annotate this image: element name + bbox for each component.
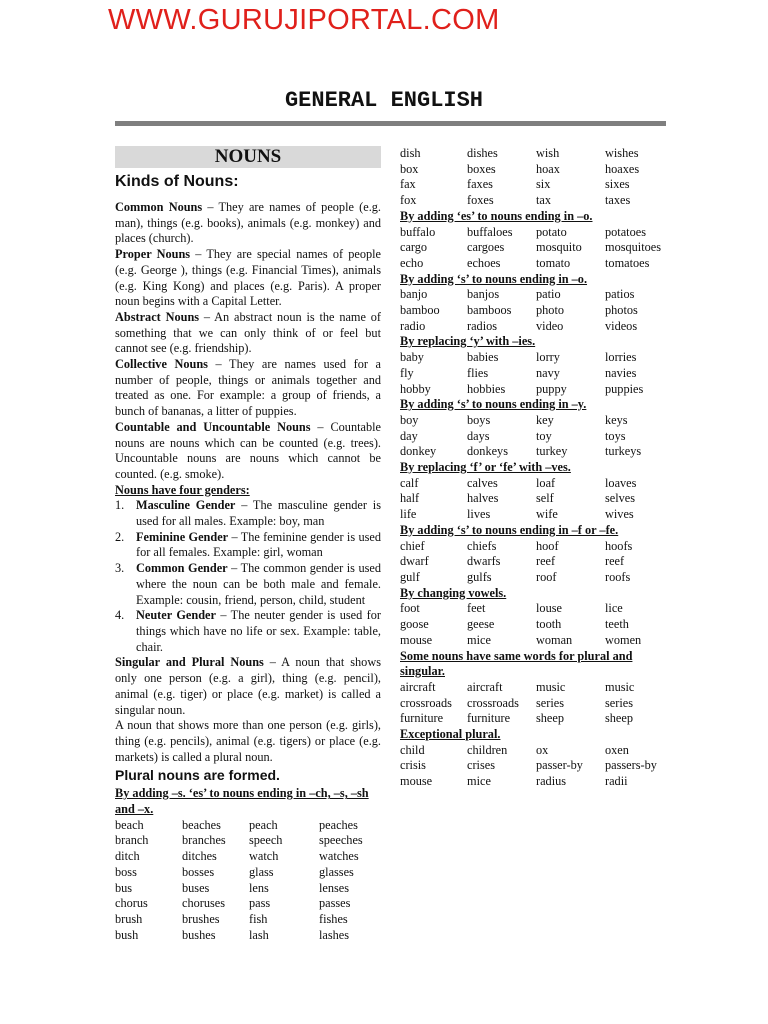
table-cell: series [605,695,633,710]
gender-text: – The masculine gender is used for all males. Example: boy, man [136,498,381,529]
table-cell: glass [249,864,274,879]
gender-item [115,561,381,608]
table-cell: boxes [467,161,496,176]
table-cell: beaches [182,817,221,832]
plural-word-table [400,680,668,727]
table-cell: toy [536,428,552,443]
table-cell: selves [605,491,636,506]
table-cell: chief [400,538,425,553]
table-cell: baby [400,350,424,365]
table-cell: lives [467,507,491,522]
table-cell: patios [605,287,635,302]
table-row [115,928,381,944]
table-row [400,539,668,555]
genders-list [115,498,381,655]
table-row [400,429,668,445]
table-cell: reef [536,554,556,569]
table-row [400,225,668,241]
table-row [400,476,668,492]
table-cell: dish [400,146,421,160]
table-cell: photos [605,303,638,318]
table-cell: tomato [536,255,571,270]
table-cell: toys [605,428,626,443]
table-row [115,865,381,881]
table-cell: potato [536,224,567,239]
table-cell: flies [467,365,489,380]
table-cell: roofs [605,569,631,584]
table-cell: boy [400,412,419,427]
table-cell: loaves [605,475,637,490]
plural-word-table [400,225,668,272]
gender-term: Neuter Gender [136,608,216,623]
gender-text: – The common gender is used where the noun can be both male and female. Example: cousin, friend, person, child, student [136,561,381,607]
table-cell: navies [605,365,637,380]
table-cell: dwarfs [467,554,501,569]
table-cell: buffalo [400,224,436,239]
table-cell: taxes [605,193,631,208]
table-cell: music [605,679,635,694]
table-cell: roof [536,569,557,584]
table-cell: mosquitoes [605,240,662,255]
table-cell: cargo [400,240,428,255]
table-cell: lorry [536,350,560,365]
table-cell: buffaloes [467,224,513,239]
plural-word-table [400,287,668,334]
rule-heading: Some nouns have same words for plural and singular. [400,648,633,679]
table-cell: bamboos [467,303,512,318]
table-cell: aircraft [400,679,436,694]
table-cell: photo [536,303,565,318]
table-cell: half [400,491,420,506]
table-cell: hobbies [467,381,506,396]
table-cell: radius [536,774,567,789]
table-cell: lens [249,880,269,895]
table-cell: fax [400,177,416,192]
table-cell: tomatoes [605,255,650,270]
table-cell: lash [249,927,269,942]
plural-word-table [400,539,668,586]
table-row [400,146,668,162]
table-row [115,833,381,849]
table-cell: calves [467,475,498,490]
table-cell: child [400,742,425,757]
table-cell: branch [115,833,149,848]
gender-item [115,530,381,561]
table-cell: hoaxes [605,161,640,176]
table-cell: hoax [536,161,560,176]
table-cell: glasses [319,864,354,879]
table-cell: chorus [115,896,148,911]
table-row [400,758,668,774]
rule-heading: By replacing ‘y’ with –ies. [400,334,536,349]
table-row [400,177,668,193]
rule-heading: By adding ‘s’ to nouns ending in –f or –fe. [400,522,619,537]
rule-heading: By adding –s. ‘es’ to nouns ending in –ch, –s, –sh and –x. [115,786,369,817]
table-cell: mice [467,774,491,789]
table-cell: ditch [115,849,140,864]
gender-text: – The feminine gender is used for all females. Example: girl, woman [136,529,381,560]
table-row [400,413,668,429]
table-cell: peach [249,817,278,832]
table-cell: patio [536,287,561,302]
table-cell: feet [467,601,486,616]
table-cell: crises [467,758,495,773]
table-cell: turkey [536,444,568,459]
table-cell: dishes [467,146,498,160]
table-cell: branches [182,833,226,848]
table-cell: foot [400,601,420,616]
definition-text: – They are names of people (e.g. man), things (e.g. books), animals (e.g. monkey) and places (church). [115,200,381,246]
rule-heading: By changing vowels. [400,585,507,600]
definition-abstract-nouns [115,310,381,357]
table-cell: box [400,161,419,176]
table-cell: bus [115,880,133,895]
definition-term: Collective Nouns [115,357,208,372]
table-cell: radio [400,318,426,333]
table-cell: dwarf [400,554,429,569]
definition-term: Proper Nouns [115,247,191,262]
table-cell: bamboo [400,303,440,318]
rule-heading: Exceptional plural. [400,727,501,742]
table-cell: echoes [467,255,501,270]
table-cell: hoofs [605,538,633,553]
table-cell: turkeys [605,444,642,459]
table-row [400,680,668,696]
table-row [400,774,668,790]
table-cell: brush [115,911,143,926]
table-row [400,617,668,633]
table-cell: echo [400,255,424,270]
table-cell: woman [536,632,573,647]
table-cell: passes [319,896,351,911]
table-cell: radii [605,774,628,789]
table-row [400,366,668,382]
table-cell: gulfs [467,569,492,584]
section-title: NOUNS [115,146,381,168]
table-cell: gulf [400,569,420,584]
table-cell: boys [467,412,491,427]
table-cell: cargoes [467,240,505,255]
plural-definition: A noun that shows more than one person (e.g. girls), thing (e.g. pencils), animal (e.g. tigers) or place (e.g. markets) is called a plural noun. [115,718,381,764]
table-row [400,696,668,712]
rule-heading: By replacing ‘f’ or ‘fe’ with –ves. [400,460,571,475]
table-row [400,193,668,209]
table-cell: bushes [182,927,216,942]
table-cell: chiefs [467,538,497,553]
table-cell: days [467,428,490,443]
table-cell: aircraft [467,679,503,694]
table-cell: lashes [319,927,350,942]
table-cell: teeth [605,617,629,632]
table-row [400,601,668,617]
table-cell: crossroads [400,695,452,710]
table-cell: mouse [400,632,433,647]
table-row [400,711,668,727]
table-cell: tooth [536,617,562,632]
website-watermark: WWW.GURUJIPORTAL.COM [108,4,500,36]
table-row [400,633,668,649]
table-cell: fish [249,911,268,926]
table-row [400,162,668,178]
table-cell: fly [400,365,414,380]
table-cell: keys [605,412,628,427]
definition-term: Singular and Plural Nouns [115,655,264,670]
table-cell: tax [536,193,552,208]
gender-term: Masculine Gender [136,498,236,513]
list-number: 2. [115,529,125,544]
right-column [400,146,668,790]
table-cell: lenses [319,880,350,895]
table-cell: passers-by [605,758,657,773]
table-cell: self [536,491,554,506]
table-cell: series [536,695,564,710]
table-cell: lorries [605,350,637,365]
table-cell: faxes [467,177,493,192]
definition-collective-nouns [115,357,381,420]
table-cell: wives [605,507,634,522]
table-cell: bosses [182,864,215,879]
table-row [400,256,668,272]
table-cell: mice [467,632,491,647]
table-cell: women [605,632,642,647]
table-cell: video [536,318,564,333]
table-cell: brushes [182,911,220,926]
table-cell: wish [536,146,560,160]
table-cell: choruses [182,896,226,911]
definition-countable-nouns [115,420,381,483]
table-row [115,849,381,865]
table-cell: banjos [467,287,500,302]
gender-item [115,608,381,655]
table-row [400,350,668,366]
table-cell: babies [467,350,499,365]
table-cell: furniture [467,711,511,726]
table-cell: passer-by [536,758,583,773]
table-row [400,444,668,460]
genders-heading: Nouns have four genders: [115,482,250,497]
table-row [400,570,668,586]
table-cell: day [400,428,418,443]
page-title: GENERAL ENGLISH [284,88,484,113]
table-cell: buses [182,880,210,895]
table-cell: beach [115,817,144,832]
plural-word-table [400,350,668,397]
table-cell: sixes [605,177,630,192]
gender-text: – The neuter gender is used for things which have no life or sex. Example: table, chair. [136,608,381,654]
singular-plural-definition [115,655,381,718]
table-cell: radios [467,318,498,333]
rule-heading: By adding ‘s’ to nouns ending in –y. [400,397,587,412]
table-row [115,896,381,912]
table-row [400,491,668,507]
table-cell: bush [115,927,139,942]
table-cell: donkeys [467,444,508,459]
rule-heading: By adding ‘es’ to nouns ending in –o. [400,208,593,223]
table-cell: sheep [536,711,564,726]
table-cell: boss [115,864,137,879]
table-cell: speeches [319,833,363,848]
table-cell: puppies [605,381,644,396]
table-cell: mouse [400,774,433,789]
table-cell: watches [319,849,359,864]
table-row [400,382,668,398]
plural-word-table [115,818,381,944]
table-cell: ditches [182,849,217,864]
table-row [400,287,668,303]
table-cell: speech [249,833,283,848]
table-cell: halves [467,491,499,506]
definition-text: – They are names used for a number of people, things or animals together and treated as one. For example: a group of friends, a bunch of bananas, a litter of puppies. [115,357,381,419]
table-cell: crisis [400,758,426,773]
title-divider [115,121,666,126]
table-cell: loaf [536,475,556,490]
table-cell: children [467,742,508,757]
table-row [400,507,668,523]
plural-word-table [400,476,668,523]
table-row [400,303,668,319]
table-cell: wife [536,507,558,522]
plural-word-table [400,601,668,648]
definition-term: Countable and Uncountable Nouns [115,419,311,434]
plural-word-table [400,413,668,460]
definition-common-nouns [115,200,381,247]
table-cell: foxes [467,193,494,208]
left-column [115,146,381,943]
plural-word-table [400,743,668,790]
definition-text: – They are special names of people (e.g. George ), things (e.g. Financial Times), animals (e.g. King Kong) and places (e.g. Paris). A proper noun begins with a Capital Letter. [115,247,381,309]
table-cell: puppy [536,381,567,396]
table-cell: life [400,507,417,522]
table-cell: music [536,679,566,694]
table-cell: goose [400,617,429,632]
table-cell: louse [536,601,562,616]
table-cell: fox [400,193,417,208]
table-cell: lice [605,601,623,616]
definition-term: Abstract Nouns [115,309,200,324]
table-cell: wishes [605,146,639,160]
table-cell: hoof [536,538,559,553]
definition-term: Common Nouns [115,200,203,214]
definition-text: – Countable nouns are nouns which can be counted (e.g. trees). Uncountable nouns are nouns which cannot be counted. (e.g. smoke). [115,419,381,481]
table-cell: geese [467,617,495,632]
kinds-heading: Kinds of Nouns: [115,173,239,190]
list-number: 1. [115,498,125,513]
table-cell: fishes [319,911,348,926]
table-cell: navy [536,365,560,380]
table-cell: watch [249,849,279,864]
table-row [400,240,668,256]
table-cell: peaches [319,817,358,832]
table-row [400,554,668,570]
table-cell: pass [249,896,271,911]
table-row [115,881,381,897]
table-cell: reef [605,554,625,569]
table-cell: furniture [400,711,444,726]
table-row [115,818,381,834]
table-row [400,743,668,759]
plural-heading: Plural nouns are formed. [115,767,280,784]
plural-word-table [400,146,668,209]
table-cell: six [536,177,551,192]
table-row [115,912,381,928]
list-number: 3. [115,561,125,576]
gender-item [115,498,381,529]
table-cell: hobby [400,381,431,396]
table-cell: mosquito [536,240,582,255]
table-row [400,319,668,335]
table-cell: ox [536,742,549,757]
list-number: 4. [115,608,125,623]
rule-heading: By adding ‘s’ to nouns ending in –o. [400,271,588,286]
definition-text: – An abstract noun is the name of something that we can only think of or feel but cannot see (e.g. friendship). [115,309,382,356]
definition-proper-nouns [115,247,381,310]
table-cell: potatoes [605,224,646,239]
table-cell: calf [400,475,419,490]
table-cell: crossroads [467,695,519,710]
table-cell: videos [605,318,638,333]
table-cell: banjo [400,287,428,302]
table-cell: key [536,412,554,427]
definition-text: – A noun that shows only one person (e.g. a girl), thing (e.g. pencil), animal (e.g. tiger) or place (e.g. market) is called a singular noun. [115,655,381,717]
table-cell: sheep [605,711,633,726]
table-cell: oxen [605,742,629,757]
gender-term: Feminine Gender [136,529,229,544]
gender-term: Common Gender [136,561,228,576]
table-cell: donkey [400,444,437,459]
